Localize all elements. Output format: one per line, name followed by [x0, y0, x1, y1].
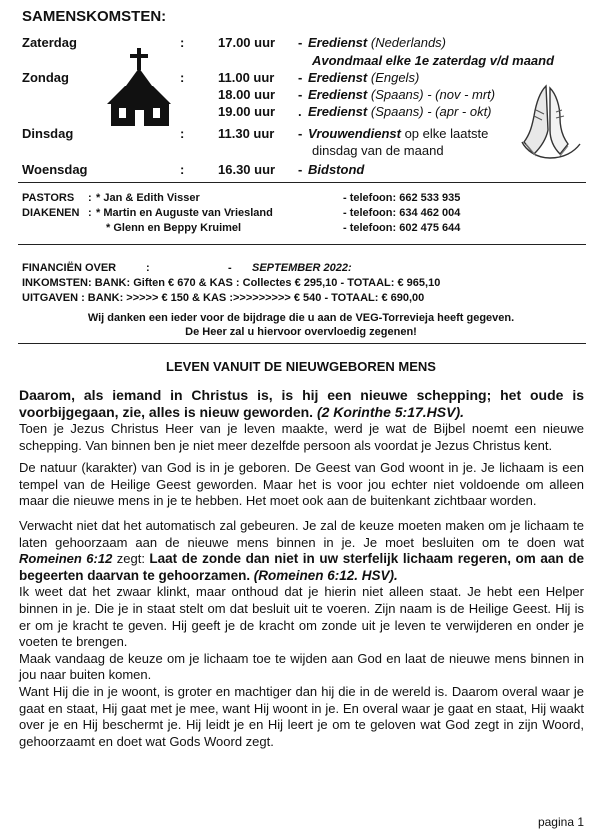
schedule-time: 11.30 uur	[218, 126, 275, 141]
schedule-colon: :	[180, 35, 185, 50]
schedule-time: 19.00 uur	[218, 104, 276, 119]
article-paragraph-5: Maak vandaag de keuze om je lichaam toe te wijden aan God en laat de nieuwe mens binnen in jou naar buiten komen.	[19, 650, 584, 683]
article-verse: Daarom, als iemand in Christus is, is hij een nieuwe schepping; het oude is voorbijgegaan, zie, alles is nieuw geworden. (2 Korinthe 5:17.HSV).	[19, 387, 584, 420]
contact-names: * Glenn en Beppy Kruimel	[106, 222, 242, 234]
schedule-colon: :	[180, 126, 185, 141]
finance-thanks-1: Wij danken een ieder voor de bijdrage die u aan de VEG-Torrevieja heeft gegeven.	[87, 312, 515, 324]
contact-phone: - telefoon: 662 533 935	[343, 192, 461, 204]
schedule-service	[308, 126, 488, 142]
schedule-dash: -	[298, 70, 303, 85]
contact-role: DIAKENEN	[22, 207, 80, 219]
schedule-service	[308, 104, 492, 120]
schedule-service-detail: (Spaans) - (nov - mrt)	[367, 87, 496, 102]
contact-sep: :	[88, 207, 92, 219]
contact-role: PASTORS	[22, 192, 75, 204]
divider-1	[18, 182, 586, 183]
schedule-time: 18.00 uur	[218, 87, 276, 102]
schedule-service	[312, 143, 444, 159]
contact-names: * Jan & Edith Visser	[96, 192, 200, 204]
contact-phone: - telefoon: 634 462 004	[343, 207, 461, 219]
schedule-time: 16.30 uur	[218, 162, 276, 177]
schedule-dash: -	[298, 87, 303, 102]
contact-names: * Martin en Auguste van Vriesland	[96, 207, 273, 219]
schedule-time: 11.00 uur	[218, 70, 275, 85]
praying-hands-icon	[516, 82, 586, 165]
schedule-service	[308, 162, 364, 178]
schedule-dash: -	[298, 35, 303, 50]
schedule-dash: .	[298, 104, 302, 119]
finance-income: INKOMSTEN: BANK: Giften € 670 & KAS : Collectes € 295,10 - TOTAAL: € 965,10	[22, 277, 441, 289]
contact-phone: - telefoon: 602 475 644	[343, 222, 461, 234]
schedule-service-detail: dinsdag van de maand	[312, 143, 444, 158]
schedule-service-name: Eredienst	[308, 70, 368, 85]
schedule-service-detail: (Spaans) - (apr - okt)	[367, 104, 492, 119]
schedule-day: Zondag	[22, 70, 69, 85]
schedule-service-detail: op elke laatste	[400, 126, 489, 141]
schedule-colon: :	[180, 162, 185, 177]
schedule-service-name: Bidstond	[308, 162, 365, 177]
finance-expenses: UITGAVEN : BANK: >>>>> € 150 & KAS :>>>>>>>>> € 540 - TOTAAL: € 690,00	[22, 292, 425, 304]
schedule-service-detail: (Nederlands)	[367, 35, 447, 50]
schedule-service-detail: (Engels)	[367, 70, 420, 85]
schedule-service-name: Eredienst	[308, 87, 368, 102]
schedule-service-name: Vrouwendienst	[308, 126, 401, 141]
article-paragraph-3: Verwacht niet dat het automatisch zal gebeuren. Je zal de keuze moeten maken om je lichaam te laten gehoorzaam aan de nieuwe mens binnen in je. Je moet besluiten om te doen wat Romeinen 6:12 zegt: Laat de zonde dan niet in uw sterfelijk lichaam regeren, om aan de begeerten daarvan te gehoorzamen. (Romeinen 6:12. HSV).	[19, 517, 584, 583]
article-paragraph-6: Want Hij die in je woont, is groter en machtiger dan hij die in de wereld is. Daarom overal waar je gaat en staat, Hij gaat met je mee, want Hij woont in je. En overal waar je gaat en staat, Hij waakt over je en Hij beschermt je. Hij leidt je en Hij leert je om te geloven wat God zegt in zijn Woord, gehoorzaamt en doet wat Gods Woord zegt.	[19, 683, 584, 749]
schedule-title: SAMENSKOMSTEN:	[22, 8, 167, 25]
schedule-time: 17.00 uur	[218, 35, 276, 50]
article-body	[19, 387, 584, 750]
contact-sep: :	[88, 192, 92, 204]
schedule-colon: :	[180, 70, 185, 85]
schedule-service-detail: Avondmaal elke 1e zaterdag v/d maand	[312, 53, 555, 68]
schedule-dash: -	[298, 162, 303, 177]
page-number: pagina 1	[537, 815, 584, 829]
schedule-service	[312, 53, 554, 69]
divider-2	[18, 244, 586, 245]
finance-thanks-2: De Heer zal u hiervoor overvloedig zegenen!	[185, 326, 417, 338]
schedule-dash: -	[298, 126, 303, 141]
schedule-service	[308, 70, 419, 86]
article-title: LEVEN VANUIT DE NIEUWGEBOREN MENS	[166, 359, 436, 374]
schedule-service	[308, 35, 446, 51]
article-paragraph-4: Ik weet dat het zwaar klinkt, maar onthoud dat je hierin niet alleen staat. Je hebt een Helper binnen in je. Die je in staat stelt om dat besluit uit te voeren. Zijn naam is de Heilige Geest. Hij is er om je kracht te geven. Hij geeft je de kracht om zonde uit je leven te verwijderen en onder je voeten te brengen.	[19, 584, 584, 650]
article-paragraph-2: De natuur (karakter) van God is in je geboren. De Geest van God woont in je. Je lichaam is een tempel van de Heilige Geest geworden. Maar het is voor jou echter niet voldoende om alleen maar die nieuwe mens in je te hebben. Het moet ook aan de buitenkant zichtbaar worden.	[19, 460, 584, 509]
schedule-day: Woensdag	[22, 162, 88, 177]
divider-3	[18, 343, 586, 344]
church-icon	[103, 46, 175, 133]
article-paragraph-1: Toen je Jezus Christus Heer van je leven maakte, werd je wat de Bijbel noemt een nieuwe schepping. Van binnen ben je niet meer dezelfde persoon als voordat je Jezus Christus kent.	[19, 421, 584, 453]
schedule-service	[308, 87, 495, 103]
schedule-day: Dinsdag	[22, 126, 74, 141]
schedule-day: Zaterdag	[22, 35, 77, 50]
schedule-service-name: Eredienst	[308, 35, 368, 50]
schedule-service-name: Eredienst	[308, 104, 368, 119]
finance-header: FINANCIËN OVER : - SEPTEMBER 2022:	[22, 262, 352, 274]
